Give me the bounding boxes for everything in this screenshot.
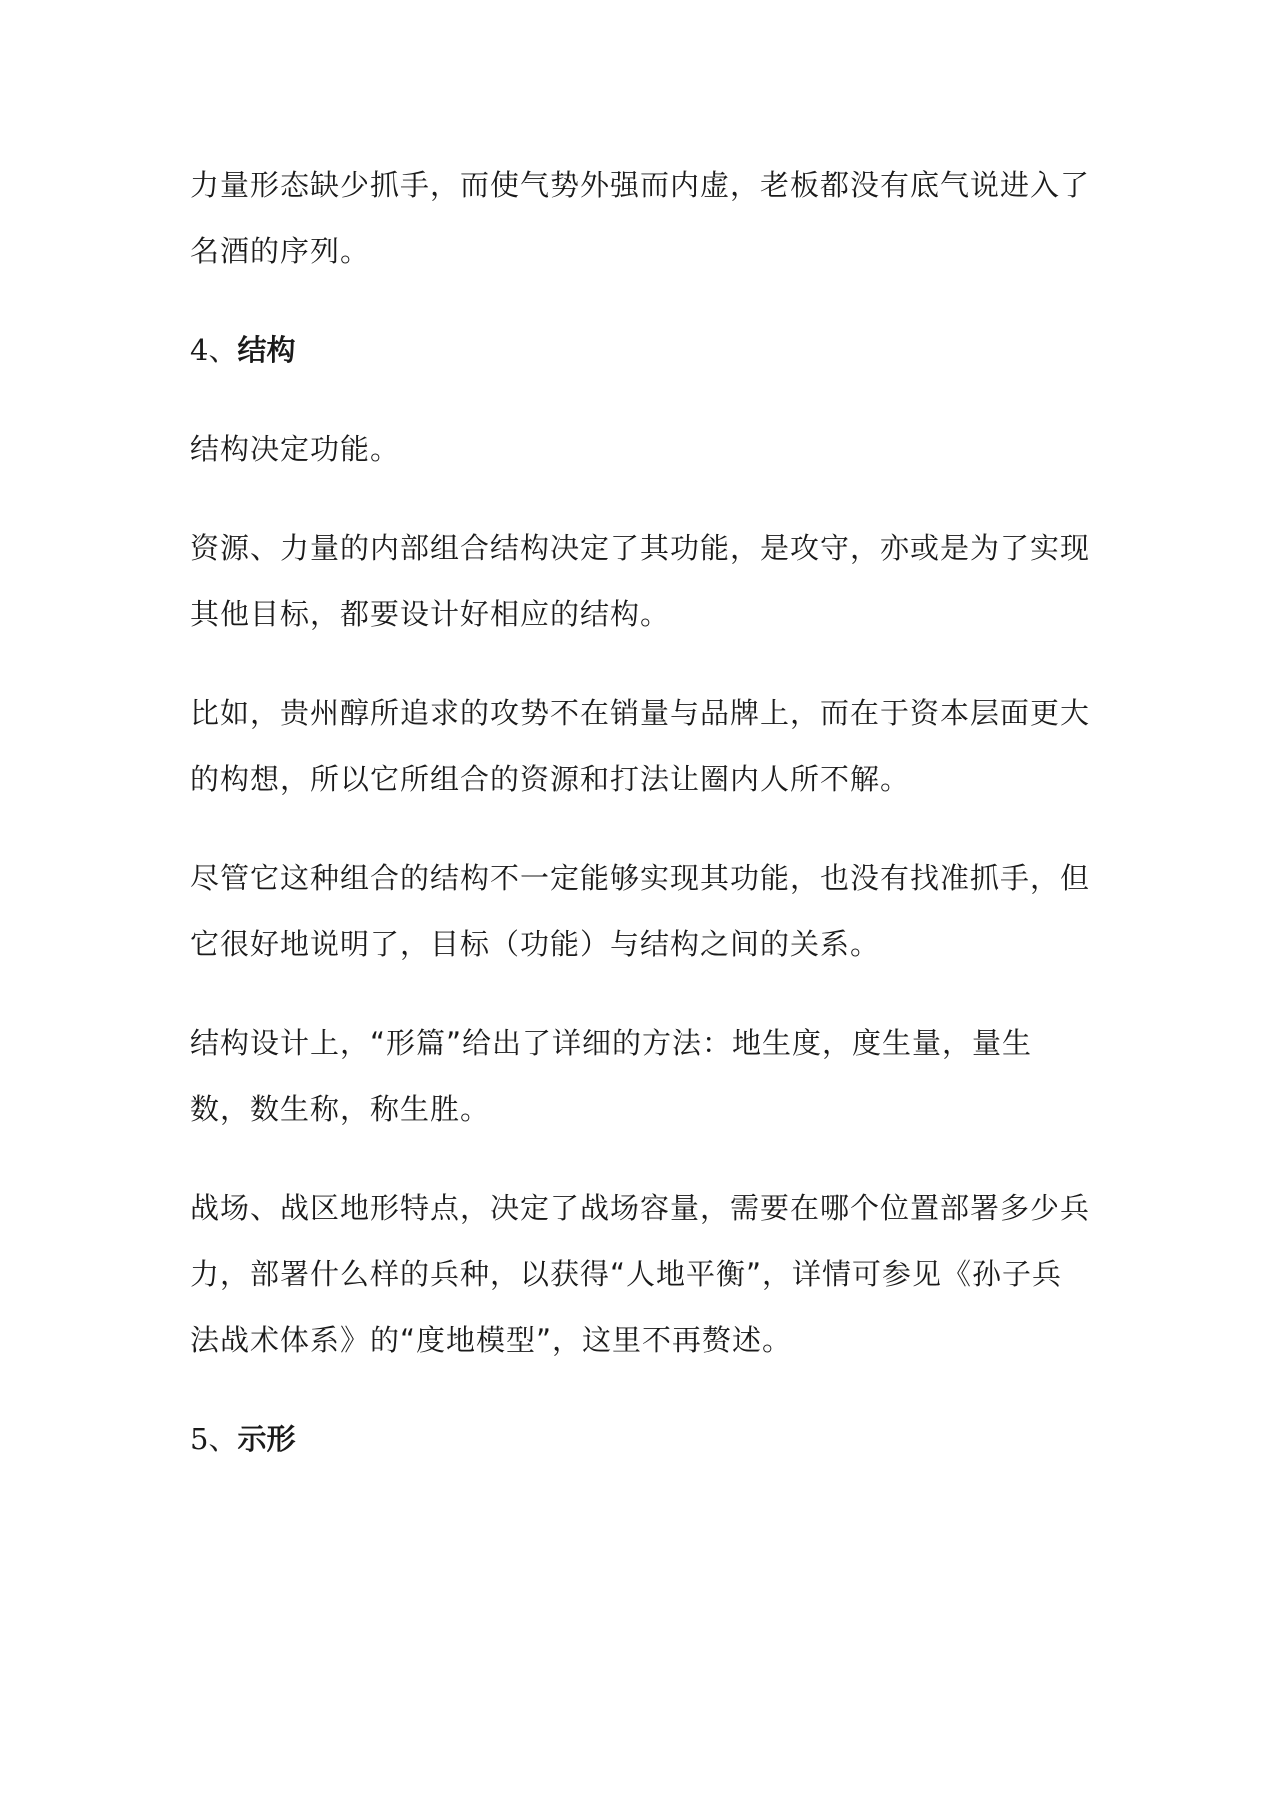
paragraph-battlefield-terrain: 战场、战区地形特点，决定了战场容量，需要在哪个位置部署多少兵力，部署什么样的兵种，以获得“人地平衡”，详情可参见《孙子兵法战术体系》的“度地模型”，这里不再赘述。 bbox=[190, 1191, 1091, 1357]
section-number: 4、 bbox=[190, 333, 238, 367]
paragraph-strength-form: 力量形态缺少抓手，而使气势外强而内虚，老板都没有底气说进入了名酒的序列。 bbox=[190, 168, 1091, 268]
paragraph-guizhou-example: 比如，贵州醇所追求的攻势不在销量与品牌上，而在于资本层面更大的构想，所以它所组合的资源和打法让圈内人所不解。 bbox=[190, 696, 1091, 796]
section-number: 5、 bbox=[190, 1422, 238, 1456]
section-heading-show-form bbox=[190, 1406, 1090, 1472]
paragraph-goal-structure-relation: 尽管它这种组合的结构不一定能够实现其功能，也没有找准抓手，但它很好地说明了，目标（功能）与结构之间的关系。 bbox=[190, 861, 1091, 961]
paragraph-structure-determines-function: 结构决定功能。 bbox=[190, 432, 401, 466]
paragraph-xing-chapter-method: 结构设计上，“形篇”给出了详细的方法：地生度，度生量，量生数，数生称，称生胜。 bbox=[190, 1026, 1033, 1126]
document-body bbox=[190, 152, 1090, 1505]
section-title: 示形 bbox=[237, 1422, 296, 1456]
section-title: 结构 bbox=[237, 333, 296, 367]
paragraph-resource-structure: 资源、力量的内部组合结构决定了其功能，是攻守，亦或是为了实现其他目标，都要设计好相应的结构。 bbox=[190, 531, 1091, 631]
section-heading-structure bbox=[190, 317, 1090, 383]
